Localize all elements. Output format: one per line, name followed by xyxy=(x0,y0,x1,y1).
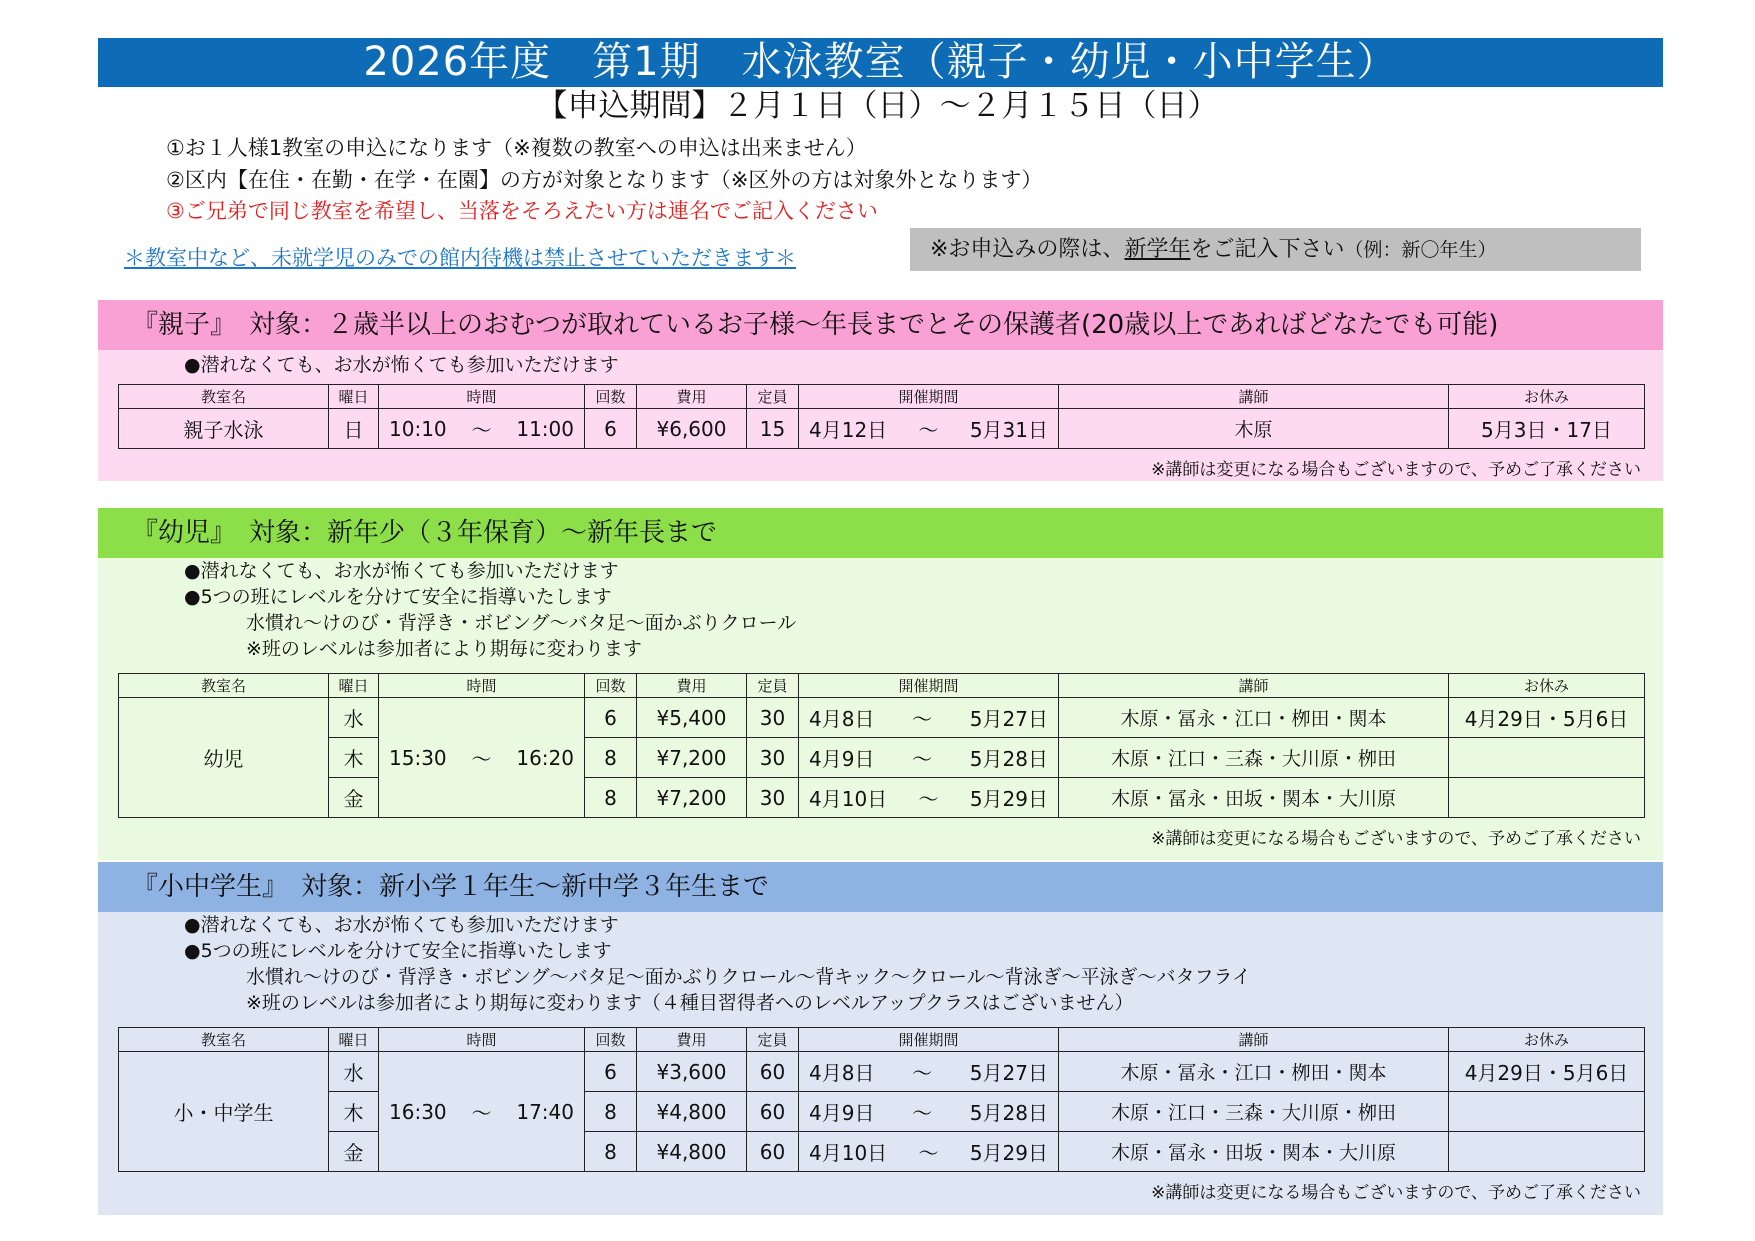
period-end: 5月28日 xyxy=(969,1101,1048,1125)
header-period: 開催期間 xyxy=(799,674,1059,698)
period-cell xyxy=(799,1092,1059,1132)
header-capacity: 定員 xyxy=(747,1028,799,1052)
header-holiday: お休み xyxy=(1449,385,1645,409)
teacher-footnote: ※講師は変更になる場合もございますので、予めご了承ください xyxy=(1151,460,1641,480)
bullet-item: ●5つの班にレベルを分けて安全に指導いたします xyxy=(184,940,612,962)
table-row xyxy=(119,1052,1645,1092)
period-end: 5月27日 xyxy=(969,707,1048,731)
fee-cell: ¥7,200 xyxy=(637,778,747,818)
table-row xyxy=(119,1092,1645,1132)
header-time: 時間 xyxy=(379,674,585,698)
schedule-table xyxy=(118,673,1645,818)
time-cell xyxy=(379,698,585,818)
section-yoji xyxy=(98,508,1663,860)
class-name: 親子水泳 xyxy=(119,409,329,449)
fee-cell: ¥3,600 xyxy=(637,1052,747,1092)
period-cell xyxy=(799,698,1059,738)
tilde: ～ xyxy=(471,418,492,442)
class-name: 小・中学生 xyxy=(119,1052,329,1172)
period-end: 5月29日 xyxy=(969,1141,1048,1165)
fee-cell: ¥7,200 xyxy=(637,738,747,778)
tilde: ～ xyxy=(912,1061,933,1085)
header-fee: 費用 xyxy=(637,674,747,698)
day-cell: 木 xyxy=(329,1092,379,1132)
tilde: ～ xyxy=(918,418,939,442)
period-start: 4月10日 xyxy=(809,787,888,811)
holiday-cell: 4月29日・5月6日 xyxy=(1449,698,1645,738)
table-row xyxy=(119,778,1645,818)
time-end: 16:20 xyxy=(516,745,574,770)
count-cell: 6 xyxy=(585,1052,637,1092)
header-day: 曜日 xyxy=(329,385,379,409)
holiday-cell: 5月3日・17日 xyxy=(1449,409,1645,449)
count-cell: 8 xyxy=(585,1092,637,1132)
header-holiday: お休み xyxy=(1449,1028,1645,1052)
period-start: 4月8日 xyxy=(809,707,875,731)
fee-cell: ¥6,600 xyxy=(637,409,747,449)
tilde: ～ xyxy=(912,1101,933,1125)
count-cell: 6 xyxy=(585,409,637,449)
section-heading: 『小中学生』 対象：新小学１年生～新中学３年生まで xyxy=(98,862,1663,912)
count-cell: 8 xyxy=(585,778,637,818)
header-period: 開催期間 xyxy=(799,385,1059,409)
period-start: 4月10日 xyxy=(809,1141,888,1165)
table-header-row xyxy=(119,674,1645,698)
header-teacher: 講師 xyxy=(1059,1028,1449,1052)
section-body xyxy=(98,912,1663,1215)
header-time: 時間 xyxy=(379,385,585,409)
time-cell xyxy=(379,1052,585,1172)
fee-cell: ¥4,800 xyxy=(637,1132,747,1172)
table-row xyxy=(119,698,1645,738)
header-class: 教室名 xyxy=(119,674,329,698)
day-cell: 水 xyxy=(329,698,379,738)
section-body xyxy=(98,558,1663,860)
day-cell: 金 xyxy=(329,778,379,818)
header-capacity: 定員 xyxy=(747,385,799,409)
period-cell xyxy=(799,1052,1059,1092)
period-start: 4月12日 xyxy=(809,418,888,442)
teacher-cell: 木原・冨永・江口・栁田・関本 xyxy=(1059,698,1449,738)
page-title: 2026年度 第1期 水泳教室（親子・幼児・小中学生） xyxy=(98,38,1663,87)
schedule-table xyxy=(118,384,1645,449)
teacher-cell: 木原・江口・三森・大川原・栁田 xyxy=(1059,738,1449,778)
header-capacity: 定員 xyxy=(747,674,799,698)
header-fee: 費用 xyxy=(637,1028,747,1052)
capacity-cell: 30 xyxy=(747,698,799,738)
teacher-footnote: ※講師は変更になる場合もございますので、予めご了承ください xyxy=(1151,1183,1641,1203)
teacher-footnote: ※講師は変更になる場合もございますので、予めご了承ください xyxy=(1151,829,1641,849)
level-description: 水慣れ～けのび・背浮き・ボビング～バタ足～面かぶりクロール～背キック～クロール～背泳ぎ～平泳ぎ～バタフライ xyxy=(246,966,1251,988)
tilde: ～ xyxy=(471,747,492,771)
time-start: 15:30 xyxy=(389,745,447,770)
header-count: 回数 xyxy=(585,674,637,698)
period-start: 4月9日 xyxy=(809,1101,875,1125)
tilde: ～ xyxy=(918,1141,939,1165)
section-body xyxy=(98,350,1663,481)
period-end: 5月31日 xyxy=(969,418,1048,442)
period-cell xyxy=(799,1132,1059,1172)
holiday-cell: 4月29日・5月6日 xyxy=(1449,1052,1645,1092)
day-cell: 水 xyxy=(329,1052,379,1092)
level-description: 水慣れ～けのび・背浮き・ボビング～バタ足～面かぶりクロール xyxy=(246,612,797,634)
header-day: 曜日 xyxy=(329,1028,379,1052)
header-time: 時間 xyxy=(379,1028,585,1052)
count-cell: 8 xyxy=(585,1132,637,1172)
notice-3: ③ご兄弟で同じ教室を希望し、当落をそろえたい方は連名でご記入ください xyxy=(166,199,878,223)
bullet-item: ●潜れなくても、お水が怖くても参加いただけます xyxy=(184,354,619,376)
count-cell: 6 xyxy=(585,698,637,738)
header-teacher: 講師 xyxy=(1059,674,1449,698)
teacher-cell: 木原・冨永・江口・栁田・関本 xyxy=(1059,1052,1449,1092)
bullet-item: ●潜れなくても、お水が怖くても参加いただけます xyxy=(184,560,619,582)
day-cell: 金 xyxy=(329,1132,379,1172)
header-class: 教室名 xyxy=(119,1028,329,1052)
day-cell: 木 xyxy=(329,738,379,778)
table-header-row xyxy=(119,1028,1645,1052)
level-note: ※班のレベルは参加者により期毎に変わります xyxy=(246,638,642,660)
table-header-row xyxy=(119,385,1645,409)
teacher-cell: 木原・冨永・田坂・関本・大川原 xyxy=(1059,1132,1449,1172)
section-heading: 『親子』 対象：２歳半以上のおむつが取れているお子様～年長までとその保護者(20歳以上であればどなたでも可能) xyxy=(98,300,1663,350)
application-period: 【申込期間】２月１日（日）～２月１５日（日） xyxy=(536,88,1219,124)
section-oyako xyxy=(98,300,1663,481)
waiting-warning: ＊教室中など、未就学児のみでの館内待機は禁止させていただきます＊ xyxy=(124,246,796,270)
header-fee: 費用 xyxy=(637,385,747,409)
header-teacher: 講師 xyxy=(1059,385,1449,409)
grade-note xyxy=(910,228,1641,271)
bullet-item: ●5つの班にレベルを分けて安全に指導いたします xyxy=(184,586,612,608)
grade-note-underlined: 新学年 xyxy=(1124,237,1191,262)
time-cell xyxy=(379,409,585,449)
grade-note-middle: をご記入下さい xyxy=(1190,237,1345,262)
period-end: 5月27日 xyxy=(969,1061,1048,1085)
grade-note-prefix: ※お申込みの際は、 xyxy=(930,237,1125,262)
holiday-cell xyxy=(1449,738,1645,778)
holiday-cell xyxy=(1449,1132,1645,1172)
period-end: 5月29日 xyxy=(969,787,1048,811)
header-class: 教室名 xyxy=(119,385,329,409)
class-name: 幼児 xyxy=(119,698,329,818)
section-shochu xyxy=(98,862,1663,1215)
time-end: 11:00 xyxy=(516,416,574,441)
period-cell xyxy=(799,778,1059,818)
fee-cell: ¥4,800 xyxy=(637,1092,747,1132)
teacher-cell: 木原・江口・三森・大川原・栁田 xyxy=(1059,1092,1449,1132)
teacher-cell: 木原 xyxy=(1059,409,1449,449)
table-row xyxy=(119,1132,1645,1172)
tilde: ～ xyxy=(912,747,933,771)
period-cell xyxy=(799,738,1059,778)
holiday-cell xyxy=(1449,1092,1645,1132)
period-cell xyxy=(799,409,1059,449)
header-period: 開催期間 xyxy=(799,1028,1059,1052)
level-note: ※班のレベルは参加者により期毎に変わります（４種目習得者へのレベルアップクラスはございません） xyxy=(246,992,1134,1014)
capacity-cell: 30 xyxy=(747,778,799,818)
capacity-cell: 30 xyxy=(747,738,799,778)
period-start: 4月8日 xyxy=(809,1061,875,1085)
count-cell: 8 xyxy=(585,738,637,778)
teacher-cell: 木原・冨永・田坂・関本・大川原 xyxy=(1059,778,1449,818)
capacity-cell: 60 xyxy=(747,1092,799,1132)
tilde: ～ xyxy=(471,1101,492,1125)
header-count: 回数 xyxy=(585,1028,637,1052)
capacity-cell: 60 xyxy=(747,1132,799,1172)
period-end: 5月28日 xyxy=(969,747,1048,771)
header-count: 回数 xyxy=(585,385,637,409)
section-heading: 『幼児』 対象：新年少（３年保育）～新年長まで xyxy=(98,508,1663,558)
tilde: ～ xyxy=(918,787,939,811)
time-start: 10:10 xyxy=(389,416,447,441)
notice-1: ①お１人様1教室の申込になります（※複数の教室への申込は出来ません） xyxy=(166,136,867,160)
capacity-cell: 60 xyxy=(747,1052,799,1092)
time-end: 17:40 xyxy=(516,1099,574,1124)
day-cell: 日 xyxy=(329,409,379,449)
header-holiday: お休み xyxy=(1449,674,1645,698)
tilde: ～ xyxy=(912,707,933,731)
header-day: 曜日 xyxy=(329,674,379,698)
capacity-cell: 15 xyxy=(747,409,799,449)
fee-cell: ¥5,400 xyxy=(637,698,747,738)
holiday-cell xyxy=(1449,778,1645,818)
bullet-item: ●潜れなくても、お水が怖くても参加いただけます xyxy=(184,914,619,936)
table-row xyxy=(119,409,1645,449)
table-row xyxy=(119,738,1645,778)
period-start: 4月9日 xyxy=(809,747,875,771)
grade-note-example: （例：新〇年生） xyxy=(1344,239,1497,261)
notice-2: ②区内【在住・在勤・在学・在園】の方が対象となります（※区外の方は対象外となります） xyxy=(166,168,1043,192)
schedule-table xyxy=(118,1027,1645,1172)
time-start: 16:30 xyxy=(389,1099,447,1124)
